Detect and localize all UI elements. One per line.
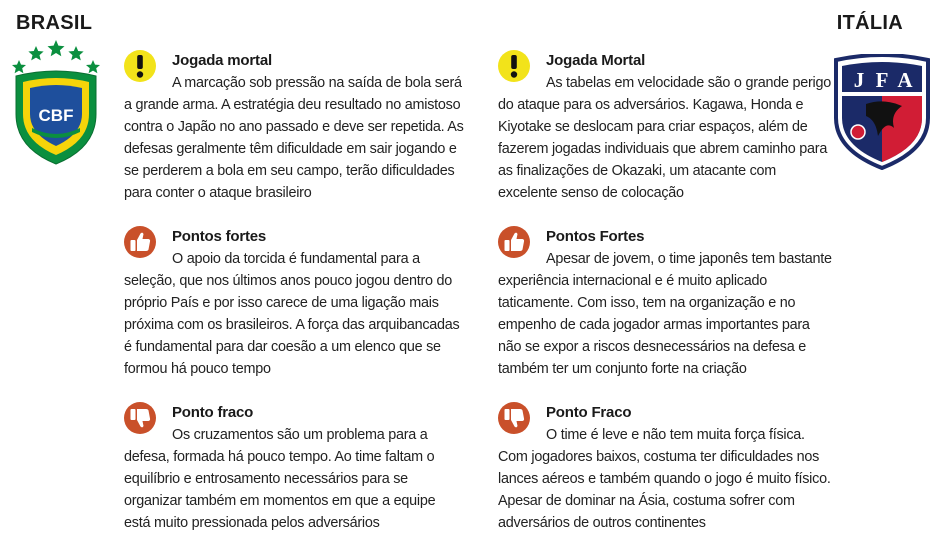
japan-section-jogada-mortal — [498, 50, 832, 204]
section-text: A marcação sob pressão na saída de bola será a grande arma. A estratégia deu resultado no amistoso contra o Japão no ano passado e deve ser repetida. As defesas geralmente têm dificuldade em sair jogando e se perderem a bola em seu campo, terão dificuldades para conter o ataque brasileiro — [124, 75, 464, 201]
section-text: O apoio da torcida é fundamental para a seleção, que nos últimos anos pouco jogou dentro do próprio País e por isso carece de uma ligação mais próxima com os brasileiros. A força das arquibancadas é fundamental para dar coesão a um elenco que se formou há pouco tempo — [124, 251, 460, 377]
thumbs-up-icon — [498, 226, 530, 258]
jfa-crest-logo — [832, 54, 932, 170]
jfa-letter-a: A — [897, 68, 913, 92]
section-text: As tabelas em velocidade são o grande perigo do ataque para os adversários. Kagawa, Honda e Kiyotake se deslocam para criar espaços, além de fazerem jogadas individuais que abrem caminho para as finalizações de Okazaki, um atacante com excelente senso de colocação — [498, 75, 831, 201]
jfa-letter-j: J — [853, 68, 865, 92]
section-text: Os cruzamentos são um problema para a defesa, formada há pouco tempo. Ao time faltam o equilíbrio e entrosamento necessários para se organizar também em momentos em que a equipe está muito pressionada pelos adversários — [124, 427, 436, 531]
cbf-crest-letters: CBF — [38, 106, 74, 125]
section-title: Ponto Fraco — [546, 404, 632, 421]
section-text: Apesar de jovem, o time japonês tem bastante experiência internacional e é muito aplicado taticamente. Com isso, tem na organização e no empenho de cada jogador armas importantes para não se expor a riscos desnecessários na defesa e também ter um conjunto forte na criação — [498, 251, 832, 377]
cbf-crest-logo — [10, 40, 102, 168]
brasil-section-pontos-fortes — [124, 226, 464, 380]
team-name-right: ITÁLIA — [836, 12, 903, 34]
thumbs-up-icon — [124, 226, 156, 258]
exclamation-icon — [124, 50, 156, 82]
japan-section-pontos-fortes — [498, 226, 832, 380]
brasil-section-ponto-fraco — [124, 402, 464, 534]
section-title: Pontos fortes — [172, 228, 267, 245]
thumbs-down-icon — [124, 402, 156, 434]
section-title: Ponto fraco — [172, 404, 254, 421]
japan-section-ponto-fraco — [498, 402, 832, 534]
brasil-section-jogada-mortal — [124, 50, 464, 204]
exclamation-icon — [498, 50, 530, 82]
stars-icon — [12, 40, 100, 73]
team-name-brasil: BRASIL — [16, 12, 93, 34]
section-title: Jogada Mortal — [546, 52, 646, 69]
jfa-letter-f: F — [875, 68, 889, 92]
thumbs-down-icon — [498, 402, 530, 434]
section-title: Pontos Fortes — [546, 228, 645, 245]
section-title: Jogada mortal — [172, 52, 272, 69]
section-text: O time é leve e não tem muita força física. Com jogadores baixos, costuma ter dificuldades nos lances aéreos e também quando o jogo é muito físico. Apesar de dominar na Ásia, costuma sofrer com adversários de outros continentes — [498, 427, 831, 531]
